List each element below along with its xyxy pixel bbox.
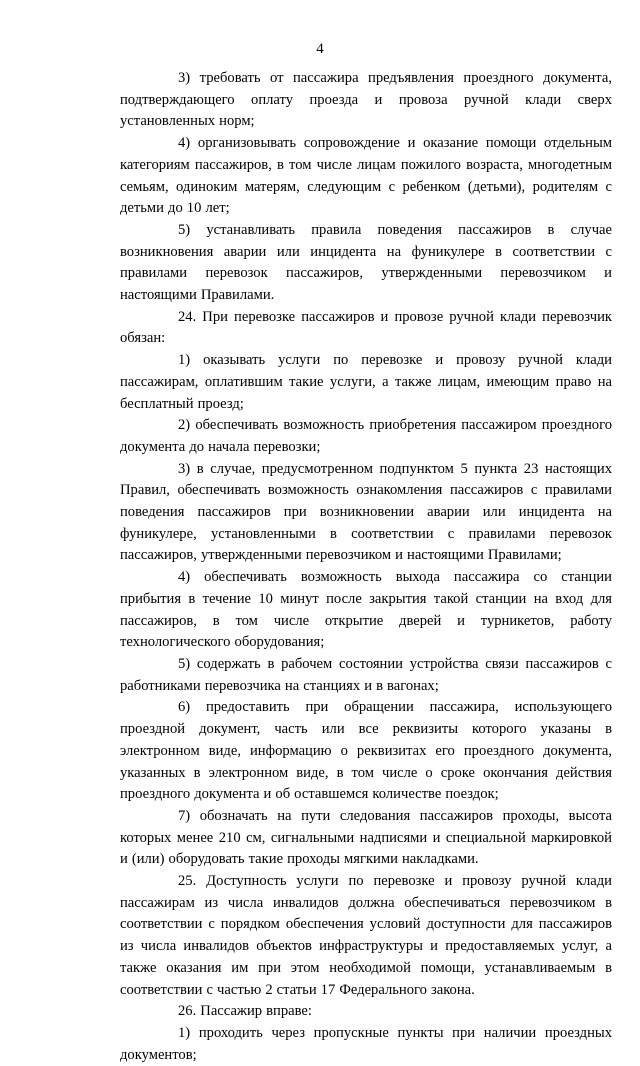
paragraph: 1) проходить через пропускные пункты при наличии проездных документов; <box>120 1024 612 1063</box>
paragraph: 26. Пассажир вправе: <box>178 1003 312 1020</box>
paragraph: 4) организовывать сопровождение и оказание помощи отдельным категориям пассажиров, в том числе лицам пожилого возраста, многодетным семьям, одиноким матерям, следующим с ребенком (детьми), родителям с детьми до 10 лет; <box>120 135 612 217</box>
page-number: 4 <box>316 41 324 57</box>
paragraph: 5) устанавливать правила поведения пассажиров в случае возникновения аварии или инцидента на фуникулере в соответствии с правилами перевозок пассажиров, утвержденными перевозчиком и настоящими Правилами. <box>120 221 612 304</box>
paragraph: 5) содержать в рабочем состоянии устройства связи пассажиров с работниками перевозчика на станциях и в вагонах; <box>120 655 612 694</box>
paragraph: 2) обеспечивать возможность приобретения пассажиром проездного документа до начала перевозки; <box>120 417 612 455</box>
paragraph: 4) обеспечивать возможность выхода пассажира со станции прибытия в течение 10 минут после закрытия такой станции на вход для пассажиров, в том числе открытие дверей и турникетов, работу технологического оборудования; <box>120 569 612 651</box>
paragraph: 1) оказывать услуги по перевозке и провозу ручной клади пассажирам, оплатившим такие услуги, а также лицам, имеющим право на бесплатный проезд; <box>120 352 612 412</box>
paragraph: 7) обозначать на пути следования пассажиров проходы, высота которых менее 210 см, сигнальными надписями и специальной маркировкой и (или) оборудовать такие проходы мягкими накладками. <box>120 807 612 868</box>
paragraph: 25. Доступность услуги по перевозке и провозу ручной клади пассажирам из числа инвалидов должна обеспечиваться перевозчиком в соответствии с порядком обеспечения условий доступности для пассажиров из числа инвалидов объектов инфраструктуры и предоставляемых услуг, а также оказания им при этом необходимой помощи, устанавливаемым в соответствии с частью 2 статьи 17 Федерального закона. <box>120 873 612 998</box>
document-body <box>120 68 612 1066</box>
paragraph: 6) предоставить при обращении пассажира, использующего проездной документ, часть или все реквизиты которого указаны в электронном виде, информацию о реквизитах его проездного документа, указанных в электронном виде, в том числе о сроке окончания действия проездного документа и об оставшемся количестве поездок; <box>120 699 612 803</box>
paragraph: 3) требовать от пассажира предъявления проездного документа, подтверждающего оплату проезда и провоза ручной клади сверх установленных норм; <box>120 70 612 130</box>
paragraph: 24. При перевозке пассажиров и провозе ручной клади перевозчик обязан: <box>120 308 612 347</box>
paragraph: 3) в случае, предусмотренном подпунктом 5 пункта 23 настоящих Правил, обеспечивать возможность ознакомления пассажиров с правилами поведения пассажиров при возникновении аварии или инцидента на фуникулере, установленными в соответствии с правилами перевозок пассажиров, утвержденными перевозчиком и настоящими Правилами; <box>120 460 612 564</box>
